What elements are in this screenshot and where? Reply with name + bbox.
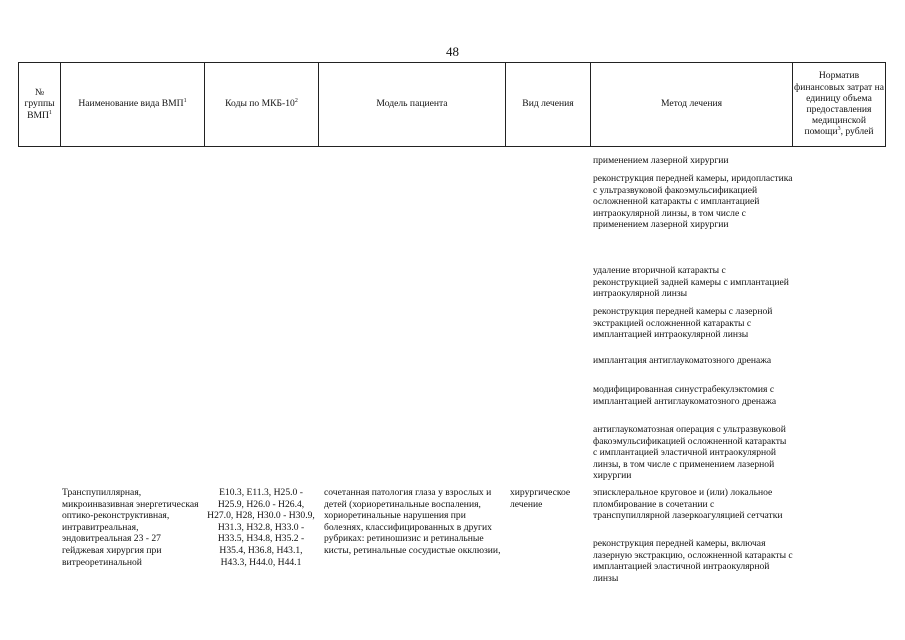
row-model: сочетанная патология глаза у взрослых и детей (хориоретинальные воспаления, хориоретинальные нарушения при болезнях, классифицированных в других рубриках: ретиношизис и ретинальные кисты, ретинальные сосудистые окклюзии, <box>324 487 501 556</box>
header-norm-tail: , рублей <box>840 126 874 138</box>
method-item: применением лазерной хирургии <box>593 155 729 166</box>
header-group <box>19 62 60 146</box>
table-border-right <box>885 62 886 146</box>
header-group-footnote: 1 <box>48 109 52 116</box>
method-item: реконструкция передней камеры, иридопластика с ультразвуковой факоэмульсификацией осложненной катаракты с имплантацией интраокулярной линзы, в том числе с применением лазерной хирургии <box>593 173 793 231</box>
method-item: антиглаукоматозная операция с ультразвуковой факоэмульсификацией осложненной катаракты с имплантацией эластичной интраокулярной линзы, в том числе с применением лазерной хирургии <box>593 424 787 482</box>
header-method-label: Метод лечения <box>660 98 723 110</box>
table-header-bottom-rule <box>18 146 886 147</box>
page-number: 48 <box>446 44 459 59</box>
method-item: реконструкция передней камеры, включая лазерную экстракцию, осложненной катаракты с имплантацией эластичной интраокулярной линзы <box>593 538 793 584</box>
method-item: реконструкция передней камеры с лазерной экстракцией осложненной катаракты с имплантацией интраокулярной линзы <box>593 306 773 341</box>
header-type-label: Вид лечения <box>522 98 574 110</box>
header-type <box>506 62 590 146</box>
header-name-footnote: 1 <box>183 98 187 105</box>
method-item: эписклеральное круговое и (или) локальное пломбирование в сочетании с транспупиллярной лазеркоагуляцией сетчатки <box>593 487 783 522</box>
header-name-label: Наименование вида ВМП <box>78 98 184 110</box>
column-divider <box>792 62 793 146</box>
header-norm <box>794 62 884 146</box>
header-method <box>591 62 792 146</box>
header-codes <box>205 62 318 146</box>
row-type: хирургическое лечение <box>510 487 571 510</box>
row-codes: Е10.3, Е11.3, Н25.0 - Н25.9, Н26.0 - Н26.4, Н27.0, Н28, Н30.0 - Н30.9, Н31.3, Н32.8, Н33.0 - Н33.5, Н34.8, Н35.2 - Н35.4, Н36.8, Н43.1, Н43.3, Н44.0, Н44.1 <box>207 487 315 568</box>
header-group-label: № группы ВМП <box>24 87 55 121</box>
method-item: имплантация антиглаукоматозного дренажа <box>593 355 772 366</box>
header-codes-label: Коды по МКБ-10 <box>225 98 295 110</box>
header-codes-footnote: 2 <box>294 98 298 105</box>
header-norm-label: Норматив финансовых затрат на единицу объема предоставления медицинской помощи <box>794 70 885 138</box>
header-model <box>319 62 505 146</box>
method-item: удаление вторичной катаракты с реконструкцией задней камеры с имплантацией интраокулярной линзы <box>593 265 789 300</box>
header-norm-footnote: 3 <box>837 126 841 133</box>
row-name: Транспупиллярная, микроинвазивная энергетическая оптико-реконструктивная, интравитреальная, эндовитреальная 23 - 27 гейджевая хирургия при витреоретинальной <box>62 487 199 568</box>
header-name <box>61 62 204 146</box>
header-model-label: Модель пациента <box>376 98 448 110</box>
method-item: модифицированная синустрабекулэктомия с имплантацией антиглаукоматозного дренажа <box>593 384 777 407</box>
